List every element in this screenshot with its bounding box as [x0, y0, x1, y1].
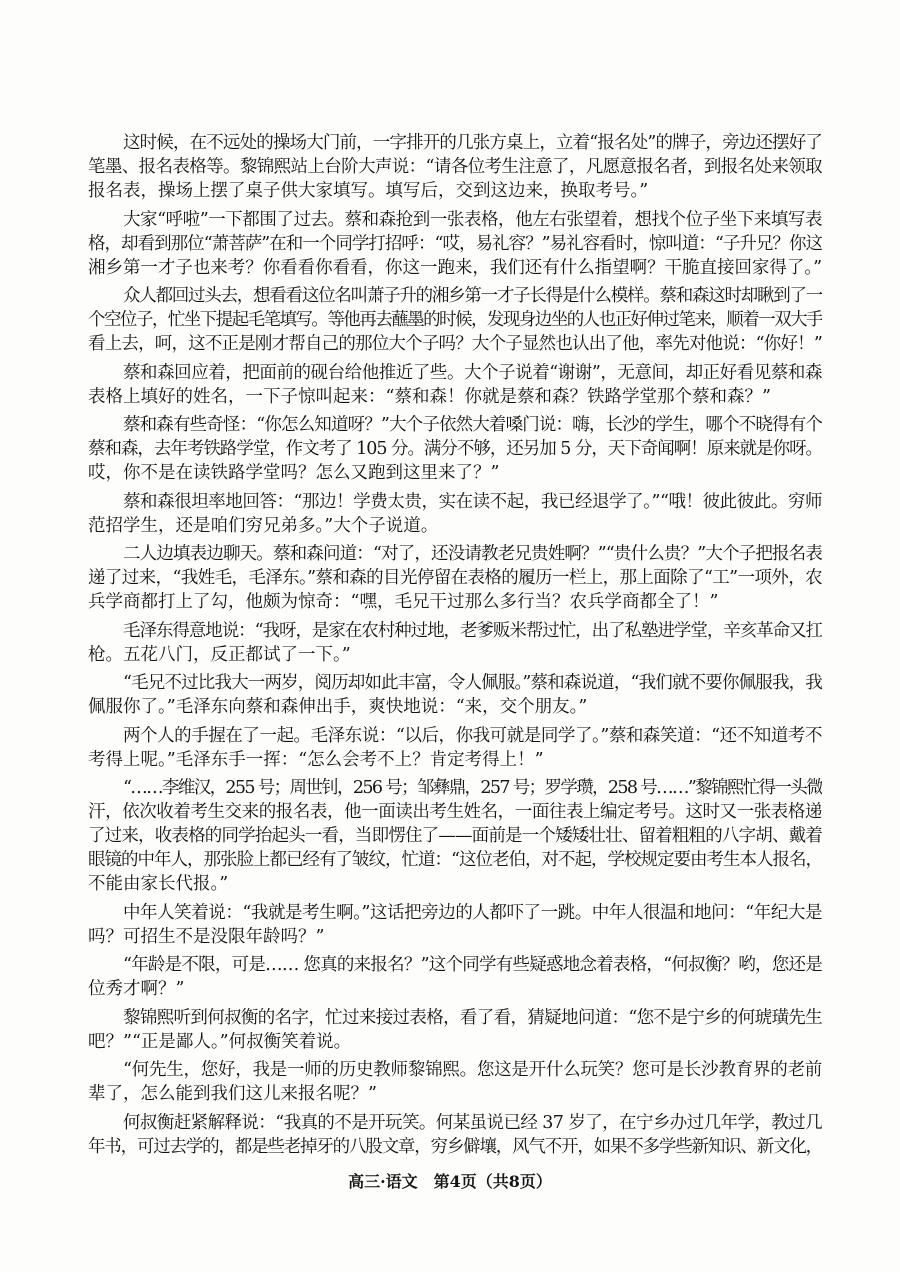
- text-line-content: 格，却看到那位“萧菩萨”在和一个同学打招呼：“哎，易礼容？”易礼容看时，惊叫道：“子升兄？你这: [88, 233, 822, 254]
- text-line-content: 蔡和森有些奇怪：“你怎么知道呀？”大个子依然大着嗓门说：嗨，长沙的学生，哪个不晓得有个: [123, 415, 822, 435]
- text-line-content: “年龄是不限，可是…… 您真的来报名？”这个同学有些疑惑地念着表格，“何叔衡？哟，您还是: [123, 955, 822, 975]
- text-line-content: 黎锦熙听到何叔衡的名字，忙过来接过表格，看了看，猜疑地问道：“您不是宁乡的何琥璜先生: [123, 1007, 822, 1028]
- text-line-content: 二人边填表边聊天。蔡和森问道：“对了，还没请教老兄贵姓啊？”“贵什么贵？”大个子把报名表: [123, 544, 822, 564]
- text-line: [88, 155, 822, 179]
- text-line-content: 枪。五花八门，反正都试了一下。”: [88, 644, 351, 665]
- reading-passage: [88, 131, 822, 1159]
- text-line: [88, 1006, 822, 1030]
- text-line-content: 报名表，操场上摆了桌子供大家填写。填写后，交到这边来，换取考号。”: [88, 181, 649, 201]
- text-line: [88, 953, 822, 977]
- text-line-content: 蔡和森很坦率地回答：“那边！学费太贵，实在读不起，我已经退学了。”“哦！彼此彼此。穷师: [123, 491, 822, 512]
- text-line-content: 佩服你了。”毛泽东向蔡和森伸出手，爽快地说：“来，交个朋友。”: [88, 697, 588, 717]
- text-line-content: 不能由家长代报。”: [88, 874, 229, 894]
- text-line: [88, 901, 822, 925]
- text-line: [88, 284, 822, 308]
- text-line-content: 考得上呢。”毛泽东手一挥：“怎么会考不上？肯定考得上！”: [88, 749, 544, 770]
- text-line-content: 了过来，收表格的同学抬起头一看，当即愣住了——面前是一个矮矮壮壮、留着粗粗的八字胡、戴着: [88, 826, 822, 846]
- text-line-content: “……李维汉，255 号；周世钊，256 号；邹彝鼎，257 号；罗学瓒，258 号……”黎锦熙忙得一头微: [123, 778, 822, 798]
- text-line: [88, 256, 822, 280]
- paragraph: [88, 776, 822, 896]
- text-line: [88, 332, 822, 356]
- text-line-content: 兵学商都打上了勾，他颇为惊奇：“嘿，毛兄干过那么多行当？农兵学商都全了！”: [88, 592, 719, 612]
- paragraph: [88, 953, 822, 1001]
- text-line: [88, 590, 822, 614]
- paragraph: [88, 724, 822, 772]
- paragraph: [88, 901, 822, 949]
- text-line: [88, 671, 822, 695]
- text-line: [88, 179, 822, 203]
- text-line-content: 范招学生，还是咱们穷兄弟多。”大个子说道。: [88, 515, 439, 536]
- text-line: [88, 824, 822, 848]
- paragraph: [88, 1111, 822, 1159]
- text-line-content: 眼镜的中年人，那张脸上都已经有了皱纹，忙道：“这位老伯，对不起，学校规定要由考生本人报名，: [88, 850, 822, 870]
- text-line: [88, 748, 822, 772]
- text-line: [88, 437, 822, 461]
- text-line-content: 个空位子，忙坐下提起毛笔填写。等他再去蘸墨的时候，发现身边坐的人也正好伸过笔来，顺着一双大手: [88, 310, 822, 330]
- text-line-content: 毛泽东得意地说：“我呀，是家在农村种过地，老爹贩米帮过忙，出了私塾进学堂，辛亥革命又扛: [123, 620, 822, 641]
- paragraph: [88, 671, 822, 719]
- text-line-content: 吗？可招生不是没限年龄吗？”: [88, 926, 325, 947]
- text-line-content: 递了过来，“我姓毛，毛泽东。”蔡和森的目光停留在表格的履历一栏上，那上面除了“工”一项外，农: [88, 568, 822, 588]
- text-line-content: “毛兄不过比我大一两岁，阅历却如此丰富，令人佩服。”蔡和森说道，“我们就不要你佩服我，我: [123, 673, 822, 693]
- text-line: [88, 695, 822, 719]
- text-line-content: 两个人的手握在了一起。毛泽东说：“以后，你我可就是同学了。”蔡和森笑道：“还不知道考不: [123, 725, 822, 746]
- text-line: [88, 619, 822, 643]
- text-line: [88, 385, 822, 409]
- text-line-content: 看上去，呵，这不正是刚才帮自己的那位大个子吗？大个子显然也认出了他，率先对他说：“你好！”: [88, 334, 822, 354]
- text-line-content: 笔墨、报名表格等。黎锦熙站上台阶大声说：“请各位考生注意了，凡愿意报名者，到报名处来领取: [88, 157, 822, 177]
- text-line: [88, 977, 822, 1001]
- text-line-content: 辈了，怎么能到我们这儿来报名呢？”: [88, 1084, 377, 1104]
- paragraph: [88, 208, 822, 280]
- paragraph: [88, 542, 822, 614]
- text-line-content: 吧？”“正是鄙人。”何叔衡笑着说。: [88, 1031, 352, 1052]
- text-line-content: 汗，依次收着考生交来的报名表，他一面读出考生姓名，一面往表上编定考号。这时又一张表格递: [88, 802, 822, 822]
- text-line: [88, 413, 822, 437]
- text-line: [88, 776, 822, 800]
- text-line: [88, 1030, 822, 1054]
- text-line-content: 表格上填好的姓名，一下子惊叫起来：“蔡和森！你就是蔡和森？铁路学堂那个蔡和森？”: [88, 386, 771, 407]
- text-line: [88, 514, 822, 538]
- paragraph: [88, 619, 822, 667]
- text-line: [88, 490, 822, 514]
- text-line-content: 中年人笑着说：“我就是考生啊。”这话把旁边的人都吓了一跳。中年人很温和地问：“年纪大是: [123, 902, 822, 923]
- text-line-content: 这时候，在不远处的操场大门前，一字排开的几张方桌上，立着“报名处”的牌子，旁边还摆好了: [123, 133, 822, 153]
- text-line: [88, 1082, 822, 1106]
- text-line: [88, 1058, 822, 1082]
- paragraph: [88, 490, 822, 538]
- text-line-content: 蔡和森回应着，把面前的砚台给他推近了些。大个子说着“谢谢”，无意间，却正好看见蔡和森: [123, 362, 822, 383]
- text-line: [88, 848, 822, 872]
- text-line: [88, 461, 822, 485]
- text-line: [88, 643, 822, 667]
- paragraph: [88, 284, 822, 356]
- text-line: [88, 800, 822, 824]
- text-line: [88, 208, 822, 232]
- text-line: [88, 232, 822, 256]
- text-line-content: 湘乡第一才子也来考？你看看你看看，你这一跑来，我们还有什么指望啊？干脆直接回家得了。”: [88, 257, 822, 278]
- text-line-content: 大家“呼啦”一下都围了过去。蔡和森抢到一张表格，他左右张望着，想找个位子坐下来填写表: [123, 209, 822, 230]
- text-line: [88, 872, 822, 896]
- text-line: [88, 724, 822, 748]
- text-line: [88, 925, 822, 949]
- text-line-content: 蔡和森，去年考铁路学堂，作文考了 105 分。满分不够，还另加 5 分，天下奇闻啊！原来就是你呀。: [88, 439, 822, 459]
- paragraph: [88, 413, 822, 485]
- paragraph: [88, 1058, 822, 1106]
- paragraph: [88, 131, 822, 203]
- text-line-content: 位秀才啊？”: [88, 979, 185, 999]
- text-line-content: 年书，可过去学的，都是些老掉牙的八股文章，穷乡僻壤，风气不开，如果不多学些新知识、新文化，: [88, 1136, 822, 1157]
- text-line: [88, 308, 822, 332]
- text-line: [88, 542, 822, 566]
- text-line: [88, 131, 822, 155]
- text-line-content: “何先生，您好，我是一师的历史教师黎锦熙。您这是开什么玩笑？您可是长沙教育界的老前: [123, 1060, 822, 1080]
- text-line: [88, 361, 822, 385]
- text-line: [88, 566, 822, 590]
- text-line-content: 众人都回过头去，想看看这位名叫萧子升的湘乡第一才子长得是什么模样。蔡和森这时却瞅到了一: [123, 286, 822, 306]
- paragraph: [88, 1006, 822, 1054]
- text-line: [88, 1111, 822, 1135]
- text-line: [88, 1135, 822, 1159]
- paragraph: [88, 361, 822, 409]
- page-footer: 高三·语文 第4页（共8页）: [348, 1172, 552, 1191]
- text-line-content: 哎，你不是在读铁路学堂吗？怎么又跑到这里来了？”: [88, 463, 500, 483]
- text-line-content: 何叔衡赶紧解释说：“我真的不是开玩笑。何某虽说已经 37 岁了，在宁乡办过几年学，教过几: [123, 1112, 822, 1133]
